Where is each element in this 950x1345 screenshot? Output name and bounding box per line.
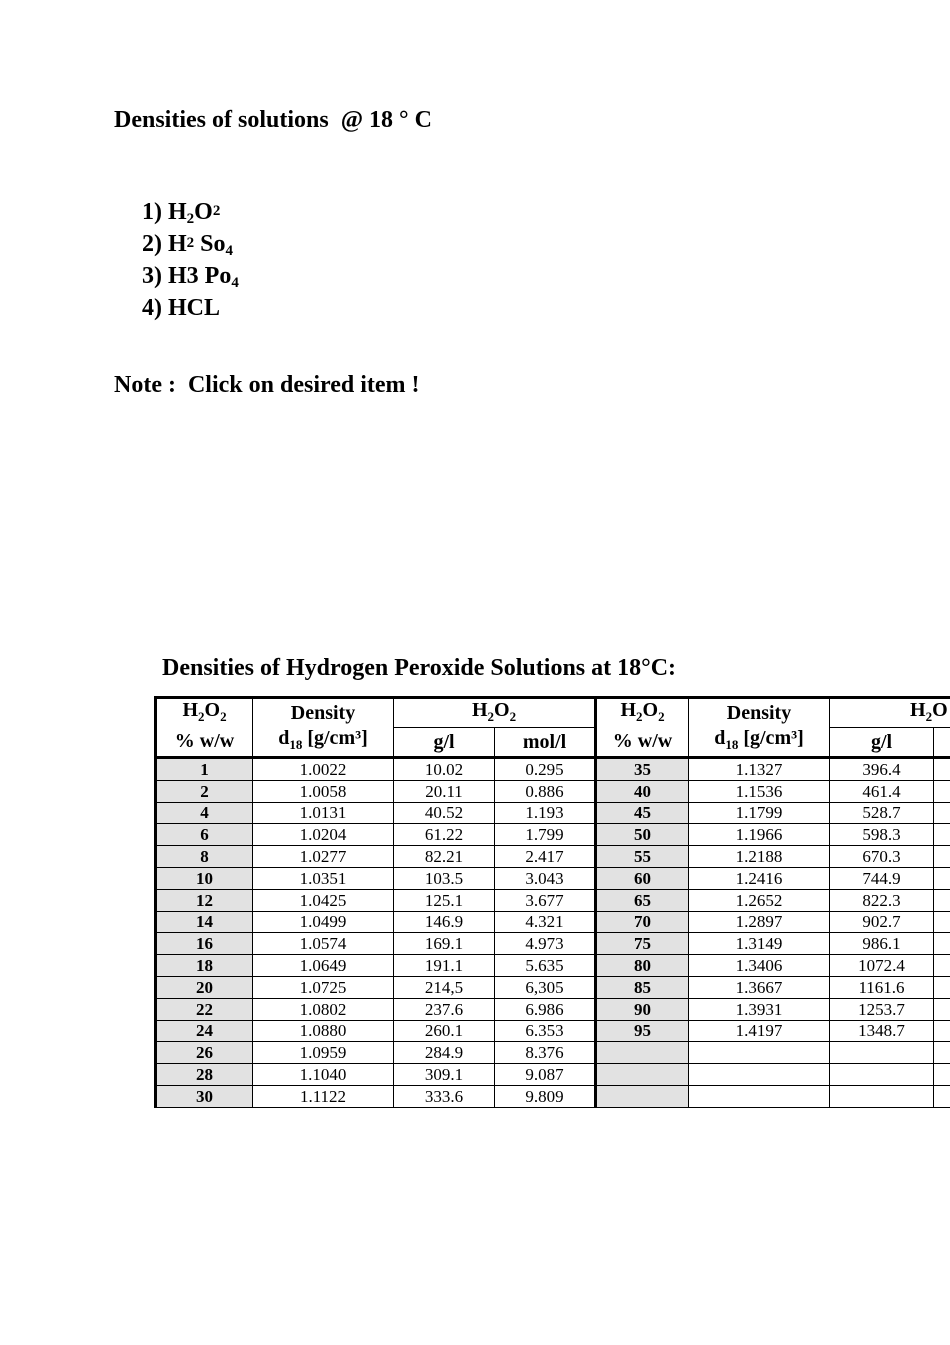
cell-moll-right xyxy=(934,867,950,889)
cell-pct-right: 60 xyxy=(596,867,689,889)
cell-pct: 28 xyxy=(156,1064,253,1086)
cell-density: 1.0725 xyxy=(253,976,394,998)
cell-density: 1.0649 xyxy=(253,955,394,977)
cell-gl-right: 902.7 xyxy=(830,911,934,933)
cell-moll: 4.973 xyxy=(495,933,596,955)
cell-moll-right xyxy=(934,824,950,846)
cell-gl-right xyxy=(830,1064,934,1086)
cell-density-right: 1.2188 xyxy=(689,846,830,868)
formula-part: HCL xyxy=(168,295,221,321)
cell-pct: 22 xyxy=(156,998,253,1020)
cell-pct: 16 xyxy=(156,933,253,955)
cell-gl-right: 822.3 xyxy=(830,889,934,911)
cell-density-right: 1.1536 xyxy=(689,780,830,802)
cell-pct: 10 xyxy=(156,867,253,889)
cell-gl-right xyxy=(830,1042,934,1064)
cell-gl-right: 1161.6 xyxy=(830,976,934,998)
col-subheader-moll-right xyxy=(934,728,950,758)
cell-density-right: 1.2416 xyxy=(689,867,830,889)
cell-moll: 6.353 xyxy=(495,1020,596,1042)
cell-density: 1.0022 xyxy=(253,758,394,781)
cell-pct: 24 xyxy=(156,1020,253,1042)
cell-pct-right xyxy=(596,1042,689,1064)
cell-density-right: 1.4197 xyxy=(689,1020,830,1042)
col-header-density-right: Density xyxy=(689,698,830,728)
table-row xyxy=(156,998,950,1020)
cell-gl: 61.22 xyxy=(394,824,495,846)
cell-pct-right xyxy=(596,1085,689,1108)
cell-density-right xyxy=(689,1042,830,1064)
formula-subscript: 4 xyxy=(231,275,239,291)
formula-part: H xyxy=(168,231,187,257)
cell-gl: 237.6 xyxy=(394,998,495,1020)
cell-pct-right: 80 xyxy=(596,955,689,977)
col-subheader-gl: g/l xyxy=(394,728,495,758)
cell-gl-right: 670.3 xyxy=(830,846,934,868)
cell-gl-right: 396.4 xyxy=(830,758,934,781)
col-subheader-d18-right: $d_{18}$ [g/cm³] xyxy=(689,728,830,758)
solution-list xyxy=(142,198,239,323)
table-row xyxy=(156,802,950,824)
cell-gl-right: 1072.4 xyxy=(830,955,934,977)
cell-density: 1.0499 xyxy=(253,911,394,933)
cell-pct: 12 xyxy=(156,889,253,911)
cell-gl: 169.1 xyxy=(394,933,495,955)
cell-gl-right: 1348.7 xyxy=(830,1020,934,1042)
cell-pct-right: 50 xyxy=(596,824,689,846)
cell-gl: 146.9 xyxy=(394,911,495,933)
cell-gl: 40.52 xyxy=(394,802,495,824)
cell-moll-right xyxy=(934,758,950,781)
cell-pct-right: 35 xyxy=(596,758,689,781)
cell-moll-right xyxy=(934,802,950,824)
cell-moll-right xyxy=(934,780,950,802)
cell-pct-right: 55 xyxy=(596,846,689,868)
cell-density-right: 1.1799 xyxy=(689,802,830,824)
cell-pct-right: 95 xyxy=(596,1020,689,1042)
cell-gl-right: 744.9 xyxy=(830,867,934,889)
cell-moll: 0.295 xyxy=(495,758,596,781)
cell-density: 1.0959 xyxy=(253,1042,394,1064)
formula-subscript: 2 xyxy=(186,211,195,227)
cell-moll-right xyxy=(934,1020,950,1042)
cell-moll: 4.321 xyxy=(495,911,596,933)
col-header-h2o2-right: $H_2O_2$ xyxy=(596,698,689,728)
cell-gl: 103.5 xyxy=(394,867,495,889)
density-table-container xyxy=(154,696,950,1108)
item-number: 4) xyxy=(142,295,162,321)
cell-pct: 26 xyxy=(156,1042,253,1064)
cell-moll-right xyxy=(934,976,950,998)
table-row xyxy=(156,846,950,868)
cell-pct: 2 xyxy=(156,780,253,802)
formula-subscript: 4 xyxy=(225,243,234,259)
cell-density-right xyxy=(689,1085,830,1108)
formula-part: So xyxy=(194,231,226,257)
cell-pct: 30 xyxy=(156,1085,253,1108)
cell-gl: 191.1 xyxy=(394,955,495,977)
item-h3po4[interactable] xyxy=(142,262,239,294)
item-h2o2[interactable] xyxy=(142,198,239,230)
cell-moll: 8.376 xyxy=(495,1042,596,1064)
cell-gl: 260.1 xyxy=(394,1020,495,1042)
cell-moll-right xyxy=(934,933,950,955)
col-header-h2o2: $H_2O_2$ xyxy=(156,698,253,728)
cell-pct: 18 xyxy=(156,955,253,977)
cell-pct: 20 xyxy=(156,976,253,998)
cell-moll-right xyxy=(934,1064,950,1086)
cell-pct-right: 85 xyxy=(596,976,689,998)
table-row xyxy=(156,780,950,802)
col-subheader-moll: mol/l xyxy=(495,728,596,758)
formula-subscript: 2 xyxy=(212,203,221,219)
cell-moll-right xyxy=(934,1085,950,1108)
table-row xyxy=(156,955,950,977)
item-h2so4[interactable] xyxy=(142,230,239,262)
table-row xyxy=(156,867,950,889)
cell-pct: 8 xyxy=(156,846,253,868)
cell-density: 1.0131 xyxy=(253,802,394,824)
cell-moll: 5.635 xyxy=(495,955,596,977)
cell-moll: 3.043 xyxy=(495,867,596,889)
cell-gl: 333.6 xyxy=(394,1085,495,1108)
page-title: Densities of solutions @ 18 ° C xyxy=(114,107,432,133)
cell-pct: 1 xyxy=(156,758,253,781)
table-row xyxy=(156,1085,950,1108)
cell-density: 1.0880 xyxy=(253,1020,394,1042)
cell-gl: 20.11 xyxy=(394,780,495,802)
cell-density-right: 1.2652 xyxy=(689,889,830,911)
cell-density-right xyxy=(689,1064,830,1086)
cell-density-right: 1.3667 xyxy=(689,976,830,998)
cell-density: 1.0425 xyxy=(253,889,394,911)
cell-density: 1.0204 xyxy=(253,824,394,846)
table-row xyxy=(156,911,950,933)
table-row xyxy=(156,976,950,998)
table-row xyxy=(156,933,950,955)
cell-moll: 9.087 xyxy=(495,1064,596,1086)
col-subheader-pct: % w/w xyxy=(156,728,253,758)
cell-pct-right: 40 xyxy=(596,780,689,802)
col-header-density: Density xyxy=(253,698,394,728)
cell-density-right: 1.3149 xyxy=(689,933,830,955)
cell-moll-right xyxy=(934,889,950,911)
table-row xyxy=(156,1020,950,1042)
cell-gl-right: 461.4 xyxy=(830,780,934,802)
table-row xyxy=(156,824,950,846)
cell-moll-right xyxy=(934,998,950,1020)
cell-pct: 6 xyxy=(156,824,253,846)
table-row xyxy=(156,758,950,781)
cell-pct-right: 45 xyxy=(596,802,689,824)
col-subheader-d18: $d_{18}$ [g/cm³] xyxy=(253,728,394,758)
cell-gl-right: 1253.7 xyxy=(830,998,934,1020)
cell-gl-right: 528.7 xyxy=(830,802,934,824)
cell-pct-right xyxy=(596,1064,689,1086)
cell-pct-right: 75 xyxy=(596,933,689,955)
cell-moll-right xyxy=(934,1042,950,1064)
table-row xyxy=(156,1042,950,1064)
cell-moll: 2.417 xyxy=(495,846,596,868)
cell-gl: 10.02 xyxy=(394,758,495,781)
item-number: 2) xyxy=(142,231,162,257)
formula-subscript: 2 xyxy=(186,235,195,251)
cell-moll-right xyxy=(934,846,950,868)
cell-density-right: 1.2897 xyxy=(689,911,830,933)
density-table xyxy=(154,696,950,1108)
cell-pct-right: 65 xyxy=(596,889,689,911)
cell-density: 1.0802 xyxy=(253,998,394,1020)
note-text: Note : Click on desired item ! xyxy=(114,372,420,398)
formula-part: H3 Po xyxy=(168,263,232,289)
cell-moll: 1.193 xyxy=(495,802,596,824)
cell-moll-right xyxy=(934,955,950,977)
cell-gl: 284.9 xyxy=(394,1042,495,1064)
cell-moll-right xyxy=(934,911,950,933)
cell-density-right: 1.1966 xyxy=(689,824,830,846)
col-header-h2o-partial: $H_2O$ xyxy=(830,698,950,728)
col-header-h2o2-conc: $H_2O_2$ xyxy=(394,698,596,728)
col-subheader-gl-right: g/l xyxy=(830,728,934,758)
table-row xyxy=(156,889,950,911)
col-subheader-pct-right: % w/w xyxy=(596,728,689,758)
cell-moll: 0.886 xyxy=(495,780,596,802)
cell-density: 1.0058 xyxy=(253,780,394,802)
cell-gl: 309.1 xyxy=(394,1064,495,1086)
table-row xyxy=(156,1064,950,1086)
cell-gl: 82.21 xyxy=(394,846,495,868)
formula-part: H xyxy=(168,199,187,225)
cell-gl-right: 598.3 xyxy=(830,824,934,846)
cell-density: 1.0277 xyxy=(253,846,394,868)
cell-density-right: 1.3931 xyxy=(689,998,830,1020)
item-number: 1) xyxy=(142,199,162,225)
cell-pct: 14 xyxy=(156,911,253,933)
cell-moll: 1.799 xyxy=(495,824,596,846)
header-row xyxy=(156,698,950,728)
cell-density: 1.1040 xyxy=(253,1064,394,1086)
cell-moll: 9.809 xyxy=(495,1085,596,1108)
item-hcl[interactable] xyxy=(142,294,239,323)
cell-density-right: 1.3406 xyxy=(689,955,830,977)
cell-gl: 214,5 xyxy=(394,976,495,998)
cell-moll: 6.986 xyxy=(495,998,596,1020)
cell-pct-right: 70 xyxy=(596,911,689,933)
cell-gl: 125.1 xyxy=(394,889,495,911)
formula-part: O xyxy=(194,199,213,225)
cell-density: 1.1122 xyxy=(253,1085,394,1108)
cell-gl-right: 986.1 xyxy=(830,933,934,955)
cell-density: 1.0574 xyxy=(253,933,394,955)
cell-density-right: 1.1327 xyxy=(689,758,830,781)
cell-density: 1.0351 xyxy=(253,867,394,889)
item-number: 3) xyxy=(142,263,162,289)
cell-gl-right xyxy=(830,1085,934,1108)
cell-pct-right: 90 xyxy=(596,998,689,1020)
table-title: Densities of Hydrogen Peroxide Solutions at 18°C: xyxy=(162,655,677,681)
subheader-row xyxy=(156,728,950,758)
cell-moll: 6,305 xyxy=(495,976,596,998)
cell-moll: 3.677 xyxy=(495,889,596,911)
cell-pct: 4 xyxy=(156,802,253,824)
